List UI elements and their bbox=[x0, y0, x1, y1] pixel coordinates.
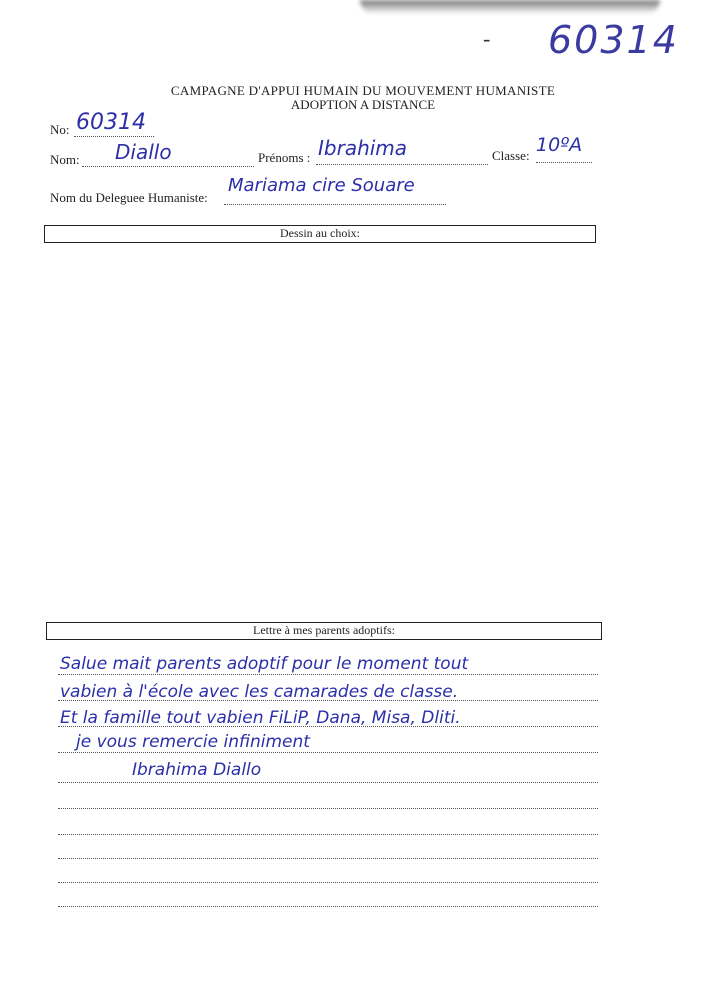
delegue-underline bbox=[224, 204, 446, 205]
letter-rule bbox=[58, 674, 598, 675]
nom-value: Diallo bbox=[115, 140, 172, 164]
classe-value: 10ºA bbox=[536, 134, 583, 156]
prenoms-underline bbox=[316, 164, 488, 165]
letter-rule bbox=[58, 906, 598, 907]
letter-line-3: Et la famille tout vabien FiLiP, Dana, Misa, Dliti. bbox=[60, 708, 461, 728]
prenoms-label: Prénoms : bbox=[258, 150, 311, 165]
letter-line-2: vabien à l'école avec les camarades de classe. bbox=[60, 682, 459, 702]
letter-rule bbox=[58, 834, 598, 835]
letter-rule bbox=[58, 752, 598, 753]
letter-rule bbox=[58, 808, 598, 809]
handwritten-reference-number: 60314 bbox=[548, 18, 679, 62]
no-label: No: bbox=[50, 122, 70, 137]
letter-section-header bbox=[46, 622, 602, 640]
no-underline bbox=[74, 136, 154, 137]
delegue-value: Mariama cire Souare bbox=[228, 175, 415, 196]
top-dash: - bbox=[483, 26, 491, 51]
letter-rule bbox=[58, 858, 598, 859]
letter-section-title: Lettre à mes parents adoptifs: bbox=[253, 623, 395, 637]
adoption-subtitle: ADOPTION A DISTANCE bbox=[290, 97, 436, 112]
campaign-title: CAMPAGNE D'APPUI HUMAIN DU MOUVEMENT HUMANISTE bbox=[170, 83, 556, 98]
delegue-label: Nom du Deleguee Humaniste: bbox=[50, 190, 208, 205]
nom-label: Nom: bbox=[50, 152, 80, 167]
classe-underline bbox=[536, 162, 592, 163]
letter-line-1: Salue mait parents adoptif pour le moment tout bbox=[60, 654, 469, 674]
prenoms-value: Ibrahima bbox=[318, 136, 408, 160]
classe-label: Classe: bbox=[492, 148, 530, 163]
no-value: 60314 bbox=[76, 110, 146, 135]
drawing-section-title: Dessin au choix: bbox=[280, 226, 360, 240]
letter-rule bbox=[58, 882, 598, 883]
signature: Ibrahima Diallo bbox=[132, 760, 262, 780]
letter-line-4: je vous remercie infiniment bbox=[76, 732, 310, 752]
letter-rule bbox=[58, 782, 598, 783]
drawing-section-header bbox=[44, 225, 596, 243]
drawing-area bbox=[44, 260, 596, 615]
nom-underline bbox=[82, 166, 254, 167]
scan-shadow bbox=[360, 0, 660, 14]
